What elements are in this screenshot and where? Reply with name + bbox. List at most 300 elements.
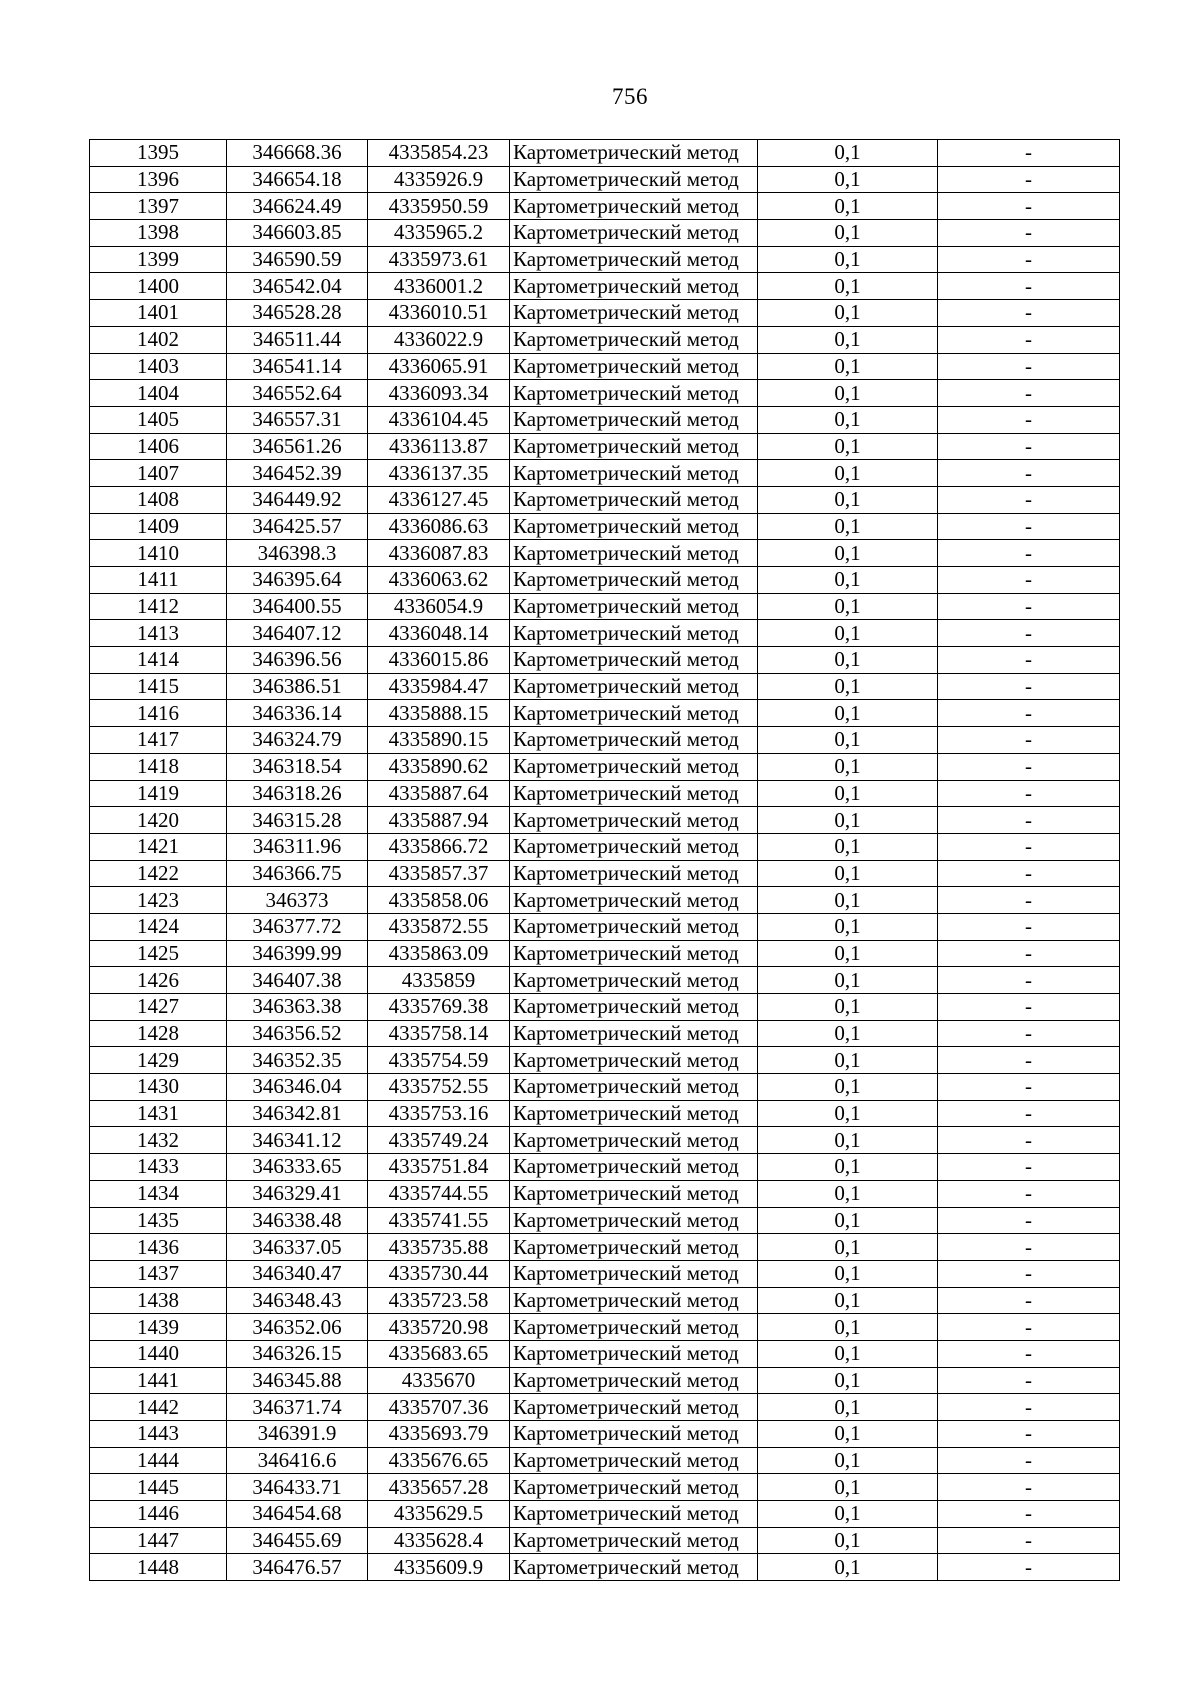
point-number-cell: 1417 — [90, 727, 227, 754]
method-cell: Картометрический метод — [510, 1260, 758, 1287]
x-coordinate-cell: 346329.41 — [227, 1180, 368, 1207]
accuracy-cell: 0,1 — [758, 433, 938, 460]
accuracy-cell: 0,1 — [758, 1394, 938, 1421]
y-coordinate-cell: 4335863.09 — [368, 940, 510, 967]
accuracy-cell: 0,1 — [758, 1154, 938, 1181]
point-number-cell: 1444 — [90, 1447, 227, 1474]
accuracy-cell: 0,1 — [758, 1474, 938, 1501]
x-coordinate-cell: 346425.57 — [227, 513, 368, 540]
point-number-cell: 1441 — [90, 1367, 227, 1394]
accuracy-cell: 0,1 — [758, 967, 938, 994]
accuracy-cell: 0,1 — [758, 700, 938, 727]
y-coordinate-cell: 4335965.2 — [368, 220, 510, 247]
x-coordinate-cell: 346352.06 — [227, 1314, 368, 1341]
table-row — [90, 567, 1120, 594]
point-number-cell: 1407 — [90, 460, 227, 487]
x-coordinate-cell: 346603.85 — [227, 220, 368, 247]
note-cell: - — [938, 513, 1120, 540]
note-cell: - — [938, 967, 1120, 994]
accuracy-cell: 0,1 — [758, 1047, 938, 1074]
y-coordinate-cell: 4335866.72 — [368, 833, 510, 860]
accuracy-cell: 0,1 — [758, 486, 938, 513]
method-cell: Картометрический метод — [510, 273, 758, 300]
method-cell: Картометрический метод — [510, 220, 758, 247]
x-coordinate-cell: 346557.31 — [227, 406, 368, 433]
table-row — [90, 1074, 1120, 1101]
y-coordinate-cell: 4335741.55 — [368, 1207, 510, 1234]
y-coordinate-cell: 4336010.51 — [368, 300, 510, 327]
accuracy-cell: 0,1 — [758, 406, 938, 433]
note-cell: - — [938, 860, 1120, 887]
method-cell: Картометрический метод — [510, 1207, 758, 1234]
method-cell: Картометрический метод — [510, 1527, 758, 1554]
note-cell: - — [938, 593, 1120, 620]
note-cell: - — [938, 1527, 1120, 1554]
accuracy-cell: 0,1 — [758, 887, 938, 914]
x-coordinate-cell: 346340.47 — [227, 1260, 368, 1287]
point-number-cell: 1439 — [90, 1314, 227, 1341]
table-row — [90, 1314, 1120, 1341]
y-coordinate-cell: 4335858.06 — [368, 887, 510, 914]
x-coordinate-cell: 346337.05 — [227, 1234, 368, 1261]
table-row — [90, 486, 1120, 513]
note-cell: - — [938, 433, 1120, 460]
accuracy-cell: 0,1 — [758, 1447, 938, 1474]
note-cell: - — [938, 353, 1120, 380]
table-row — [90, 860, 1120, 887]
accuracy-cell: 0,1 — [758, 380, 938, 407]
accuracy-cell: 0,1 — [758, 166, 938, 193]
note-cell: - — [938, 1287, 1120, 1314]
method-cell: Картометрический метод — [510, 620, 758, 647]
note-cell: - — [938, 647, 1120, 674]
point-number-cell: 1430 — [90, 1074, 227, 1101]
x-coordinate-cell: 346668.36 — [227, 140, 368, 167]
note-cell: - — [938, 246, 1120, 273]
note-cell: - — [938, 486, 1120, 513]
point-number-cell: 1422 — [90, 860, 227, 887]
point-number-cell: 1416 — [90, 700, 227, 727]
point-number-cell: 1440 — [90, 1340, 227, 1367]
point-number-cell: 1412 — [90, 593, 227, 620]
method-cell: Картометрический метод — [510, 647, 758, 674]
accuracy-cell: 0,1 — [758, 673, 938, 700]
accuracy-cell: 0,1 — [758, 140, 938, 167]
x-coordinate-cell: 346315.28 — [227, 807, 368, 834]
x-coordinate-cell: 346395.64 — [227, 567, 368, 594]
y-coordinate-cell: 4336065.91 — [368, 353, 510, 380]
point-number-cell: 1429 — [90, 1047, 227, 1074]
method-cell: Картометрический метод — [510, 593, 758, 620]
method-cell: Картометрический метод — [510, 326, 758, 353]
method-cell: Картометрический метод — [510, 1180, 758, 1207]
point-number-cell: 1397 — [90, 193, 227, 220]
y-coordinate-cell: 4335730.44 — [368, 1260, 510, 1287]
method-cell: Картометрический метод — [510, 833, 758, 860]
method-cell: Картометрический метод — [510, 1047, 758, 1074]
accuracy-cell: 0,1 — [758, 1020, 938, 1047]
accuracy-cell: 0,1 — [758, 220, 938, 247]
accuracy-cell: 0,1 — [758, 1314, 938, 1341]
y-coordinate-cell: 4335628.4 — [368, 1527, 510, 1554]
point-number-cell: 1421 — [90, 833, 227, 860]
table-row — [90, 1207, 1120, 1234]
x-coordinate-cell: 346416.6 — [227, 1447, 368, 1474]
method-cell: Картометрический метод — [510, 887, 758, 914]
x-coordinate-cell: 346366.75 — [227, 860, 368, 887]
table-row — [90, 647, 1120, 674]
note-cell: - — [938, 193, 1120, 220]
method-cell: Картометрический метод — [510, 513, 758, 540]
table-row — [90, 1020, 1120, 1047]
y-coordinate-cell: 4335887.64 — [368, 780, 510, 807]
y-coordinate-cell: 4336086.63 — [368, 513, 510, 540]
table-row — [90, 620, 1120, 647]
point-number-cell: 1419 — [90, 780, 227, 807]
point-number-cell: 1436 — [90, 1234, 227, 1261]
y-coordinate-cell: 4335723.58 — [368, 1287, 510, 1314]
point-number-cell: 1402 — [90, 326, 227, 353]
method-cell: Картометрический метод — [510, 913, 758, 940]
point-number-cell: 1448 — [90, 1554, 227, 1581]
table-row — [90, 1100, 1120, 1127]
point-number-cell: 1433 — [90, 1154, 227, 1181]
x-coordinate-cell: 346454.68 — [227, 1501, 368, 1528]
x-coordinate-cell: 346386.51 — [227, 673, 368, 700]
note-cell: - — [938, 1421, 1120, 1448]
note-cell: - — [938, 1074, 1120, 1101]
method-cell: Картометрический метод — [510, 780, 758, 807]
method-cell: Картометрический метод — [510, 1287, 758, 1314]
x-coordinate-cell: 346542.04 — [227, 273, 368, 300]
x-coordinate-cell: 346363.38 — [227, 994, 368, 1021]
note-cell: - — [938, 833, 1120, 860]
point-number-cell: 1447 — [90, 1527, 227, 1554]
note-cell: - — [938, 1554, 1120, 1581]
method-cell: Картометрический метод — [510, 1074, 758, 1101]
table-row — [90, 406, 1120, 433]
method-cell: Картометрический метод — [510, 994, 758, 1021]
table-row — [90, 1340, 1120, 1367]
y-coordinate-cell: 4335872.55 — [368, 913, 510, 940]
x-coordinate-cell: 346433.71 — [227, 1474, 368, 1501]
point-number-cell: 1435 — [90, 1207, 227, 1234]
x-coordinate-cell: 346338.48 — [227, 1207, 368, 1234]
x-coordinate-cell: 346400.55 — [227, 593, 368, 620]
note-cell: - — [938, 460, 1120, 487]
point-number-cell: 1400 — [90, 273, 227, 300]
method-cell: Картометрический метод — [510, 460, 758, 487]
accuracy-cell: 0,1 — [758, 1207, 938, 1234]
point-number-cell: 1398 — [90, 220, 227, 247]
method-cell: Картометрический метод — [510, 1100, 758, 1127]
table-row — [90, 166, 1120, 193]
y-coordinate-cell: 4335769.38 — [368, 994, 510, 1021]
point-number-cell: 1425 — [90, 940, 227, 967]
y-coordinate-cell: 4336048.14 — [368, 620, 510, 647]
table-row — [90, 433, 1120, 460]
accuracy-cell: 0,1 — [758, 1127, 938, 1154]
point-number-cell: 1426 — [90, 967, 227, 994]
method-cell: Картометрический метод — [510, 246, 758, 273]
note-cell: - — [938, 273, 1120, 300]
point-number-cell: 1427 — [90, 994, 227, 1021]
x-coordinate-cell: 346333.65 — [227, 1154, 368, 1181]
point-number-cell: 1424 — [90, 913, 227, 940]
point-number-cell: 1413 — [90, 620, 227, 647]
note-cell: - — [938, 673, 1120, 700]
method-cell: Картометрический метод — [510, 406, 758, 433]
x-coordinate-cell: 346396.56 — [227, 647, 368, 674]
x-coordinate-cell: 346352.35 — [227, 1047, 368, 1074]
method-cell: Картометрический метод — [510, 727, 758, 754]
table-row — [90, 380, 1120, 407]
note-cell: - — [938, 1340, 1120, 1367]
accuracy-cell: 0,1 — [758, 1421, 938, 1448]
accuracy-cell: 0,1 — [758, 460, 938, 487]
y-coordinate-cell: 4335973.61 — [368, 246, 510, 273]
note-cell: - — [938, 1367, 1120, 1394]
accuracy-cell: 0,1 — [758, 540, 938, 567]
accuracy-cell: 0,1 — [758, 833, 938, 860]
y-coordinate-cell: 4336063.62 — [368, 567, 510, 594]
x-coordinate-cell: 346356.52 — [227, 1020, 368, 1047]
table-row — [90, 1260, 1120, 1287]
point-number-cell: 1406 — [90, 433, 227, 460]
point-number-cell: 1443 — [90, 1421, 227, 1448]
table-row — [90, 913, 1120, 940]
table-row — [90, 300, 1120, 327]
accuracy-cell: 0,1 — [758, 593, 938, 620]
point-number-cell: 1414 — [90, 647, 227, 674]
table-row — [90, 1180, 1120, 1207]
y-coordinate-cell: 4335950.59 — [368, 193, 510, 220]
method-cell: Картометрический метод — [510, 433, 758, 460]
x-coordinate-cell: 346407.12 — [227, 620, 368, 647]
table-row — [90, 540, 1120, 567]
note-cell: - — [938, 1474, 1120, 1501]
y-coordinate-cell: 4336137.35 — [368, 460, 510, 487]
y-coordinate-cell: 4336127.45 — [368, 486, 510, 513]
y-coordinate-cell: 4335888.15 — [368, 700, 510, 727]
point-number-cell: 1396 — [90, 166, 227, 193]
x-coordinate-cell: 346455.69 — [227, 1527, 368, 1554]
y-coordinate-cell: 4335749.24 — [368, 1127, 510, 1154]
table-row — [90, 967, 1120, 994]
accuracy-cell: 0,1 — [758, 273, 938, 300]
page-number: 756 — [612, 84, 648, 109]
y-coordinate-cell: 4335753.16 — [368, 1100, 510, 1127]
table-row — [90, 513, 1120, 540]
method-cell: Картометрический метод — [510, 1127, 758, 1154]
method-cell: Картометрический метод — [510, 860, 758, 887]
x-coordinate-cell: 346654.18 — [227, 166, 368, 193]
x-coordinate-cell: 346318.54 — [227, 753, 368, 780]
x-coordinate-cell: 346336.14 — [227, 700, 368, 727]
table-row — [90, 1367, 1120, 1394]
point-number-cell: 1432 — [90, 1127, 227, 1154]
table-row — [90, 1234, 1120, 1261]
accuracy-cell: 0,1 — [758, 807, 938, 834]
x-coordinate-cell: 346528.28 — [227, 300, 368, 327]
point-number-cell: 1404 — [90, 380, 227, 407]
point-number-cell: 1410 — [90, 540, 227, 567]
x-coordinate-cell: 346311.96 — [227, 833, 368, 860]
note-cell: - — [938, 300, 1120, 327]
accuracy-cell: 0,1 — [758, 1340, 938, 1367]
point-number-cell: 1438 — [90, 1287, 227, 1314]
note-cell: - — [938, 140, 1120, 167]
accuracy-cell: 0,1 — [758, 753, 938, 780]
accuracy-cell: 0,1 — [758, 1074, 938, 1101]
table-row — [90, 673, 1120, 700]
y-coordinate-cell: 4335854.23 — [368, 140, 510, 167]
y-coordinate-cell: 4335890.62 — [368, 753, 510, 780]
method-cell: Картометрический метод — [510, 166, 758, 193]
accuracy-cell: 0,1 — [758, 647, 938, 674]
method-cell: Картометрический метод — [510, 140, 758, 167]
method-cell: Картометрический метод — [510, 353, 758, 380]
method-cell: Картометрический метод — [510, 1474, 758, 1501]
table-row — [90, 727, 1120, 754]
method-cell: Картометрический метод — [510, 486, 758, 513]
point-number-cell: 1437 — [90, 1260, 227, 1287]
y-coordinate-cell: 4335683.65 — [368, 1340, 510, 1367]
note-cell: - — [938, 380, 1120, 407]
method-cell: Картометрический метод — [510, 967, 758, 994]
y-coordinate-cell: 4335859 — [368, 967, 510, 994]
table-row — [90, 246, 1120, 273]
method-cell: Картометрический метод — [510, 567, 758, 594]
table-row — [90, 140, 1120, 167]
table-row — [90, 780, 1120, 807]
table-row — [90, 1421, 1120, 1448]
table-row — [90, 833, 1120, 860]
y-coordinate-cell: 4335890.15 — [368, 727, 510, 754]
x-coordinate-cell: 346399.99 — [227, 940, 368, 967]
note-cell: - — [938, 220, 1120, 247]
table-row — [90, 700, 1120, 727]
y-coordinate-cell: 4335754.59 — [368, 1047, 510, 1074]
table-row — [90, 940, 1120, 967]
accuracy-cell: 0,1 — [758, 940, 938, 967]
method-cell: Картометрический метод — [510, 1501, 758, 1528]
table-row — [90, 220, 1120, 247]
method-cell: Картометрический метод — [510, 1367, 758, 1394]
accuracy-cell: 0,1 — [758, 193, 938, 220]
x-coordinate-cell: 346561.26 — [227, 433, 368, 460]
point-number-cell: 1408 — [90, 486, 227, 513]
method-cell: Картометрический метод — [510, 300, 758, 327]
accuracy-cell: 0,1 — [758, 994, 938, 1021]
accuracy-cell: 0,1 — [758, 1234, 938, 1261]
note-cell: - — [938, 166, 1120, 193]
note-cell: - — [938, 567, 1120, 594]
point-number-cell: 1446 — [90, 1501, 227, 1528]
accuracy-cell: 0,1 — [758, 246, 938, 273]
table-row — [90, 593, 1120, 620]
point-number-cell: 1442 — [90, 1394, 227, 1421]
y-coordinate-cell: 4335887.94 — [368, 807, 510, 834]
point-number-cell: 1420 — [90, 807, 227, 834]
point-number-cell: 1423 — [90, 887, 227, 914]
x-coordinate-cell: 346511.44 — [227, 326, 368, 353]
method-cell: Картометрический метод — [510, 1314, 758, 1341]
method-cell: Картометрический метод — [510, 1554, 758, 1581]
point-number-cell: 1445 — [90, 1474, 227, 1501]
y-coordinate-cell: 4336015.86 — [368, 647, 510, 674]
note-cell: - — [938, 1100, 1120, 1127]
x-coordinate-cell: 346541.14 — [227, 353, 368, 380]
x-coordinate-cell: 346377.72 — [227, 913, 368, 940]
point-number-cell: 1411 — [90, 567, 227, 594]
note-cell: - — [938, 406, 1120, 433]
x-coordinate-cell: 346624.49 — [227, 193, 368, 220]
table-row — [90, 1047, 1120, 1074]
accuracy-cell: 0,1 — [758, 353, 938, 380]
y-coordinate-cell: 4335707.36 — [368, 1394, 510, 1421]
table-row — [90, 887, 1120, 914]
y-coordinate-cell: 4335984.47 — [368, 673, 510, 700]
x-coordinate-cell: 346407.38 — [227, 967, 368, 994]
point-number-cell: 1401 — [90, 300, 227, 327]
accuracy-cell: 0,1 — [758, 300, 938, 327]
table-row — [90, 1287, 1120, 1314]
note-cell: - — [938, 913, 1120, 940]
note-cell: - — [938, 1020, 1120, 1047]
point-number-cell: 1403 — [90, 353, 227, 380]
note-cell: - — [938, 1180, 1120, 1207]
accuracy-cell: 0,1 — [758, 860, 938, 887]
note-cell: - — [938, 807, 1120, 834]
note-cell: - — [938, 940, 1120, 967]
y-coordinate-cell: 4335758.14 — [368, 1020, 510, 1047]
accuracy-cell: 0,1 — [758, 567, 938, 594]
y-coordinate-cell: 4335657.28 — [368, 1474, 510, 1501]
note-cell: - — [938, 780, 1120, 807]
method-cell: Картометрический метод — [510, 807, 758, 834]
note-cell: - — [938, 620, 1120, 647]
y-coordinate-cell: 4335629.5 — [368, 1501, 510, 1528]
y-coordinate-cell: 4335752.55 — [368, 1074, 510, 1101]
x-coordinate-cell: 346318.26 — [227, 780, 368, 807]
table-body — [90, 140, 1120, 1581]
point-number-cell: 1428 — [90, 1020, 227, 1047]
note-cell: - — [938, 994, 1120, 1021]
note-cell: - — [938, 727, 1120, 754]
accuracy-cell: 0,1 — [758, 1287, 938, 1314]
note-cell: - — [938, 1314, 1120, 1341]
y-coordinate-cell: 4335857.37 — [368, 860, 510, 887]
x-coordinate-cell: 346345.88 — [227, 1367, 368, 1394]
method-cell: Картометрический метод — [510, 1394, 758, 1421]
y-coordinate-cell: 4335926.9 — [368, 166, 510, 193]
x-coordinate-cell: 346342.81 — [227, 1100, 368, 1127]
note-cell: - — [938, 887, 1120, 914]
table-row — [90, 1127, 1120, 1154]
method-cell: Картометрический метод — [510, 1340, 758, 1367]
note-cell: - — [938, 1127, 1120, 1154]
method-cell: Картометрический метод — [510, 1421, 758, 1448]
accuracy-cell: 0,1 — [758, 913, 938, 940]
accuracy-cell: 0,1 — [758, 1501, 938, 1528]
note-cell: - — [938, 326, 1120, 353]
accuracy-cell: 0,1 — [758, 727, 938, 754]
note-cell: - — [938, 1047, 1120, 1074]
table-row — [90, 460, 1120, 487]
accuracy-cell: 0,1 — [758, 780, 938, 807]
note-cell: - — [938, 700, 1120, 727]
